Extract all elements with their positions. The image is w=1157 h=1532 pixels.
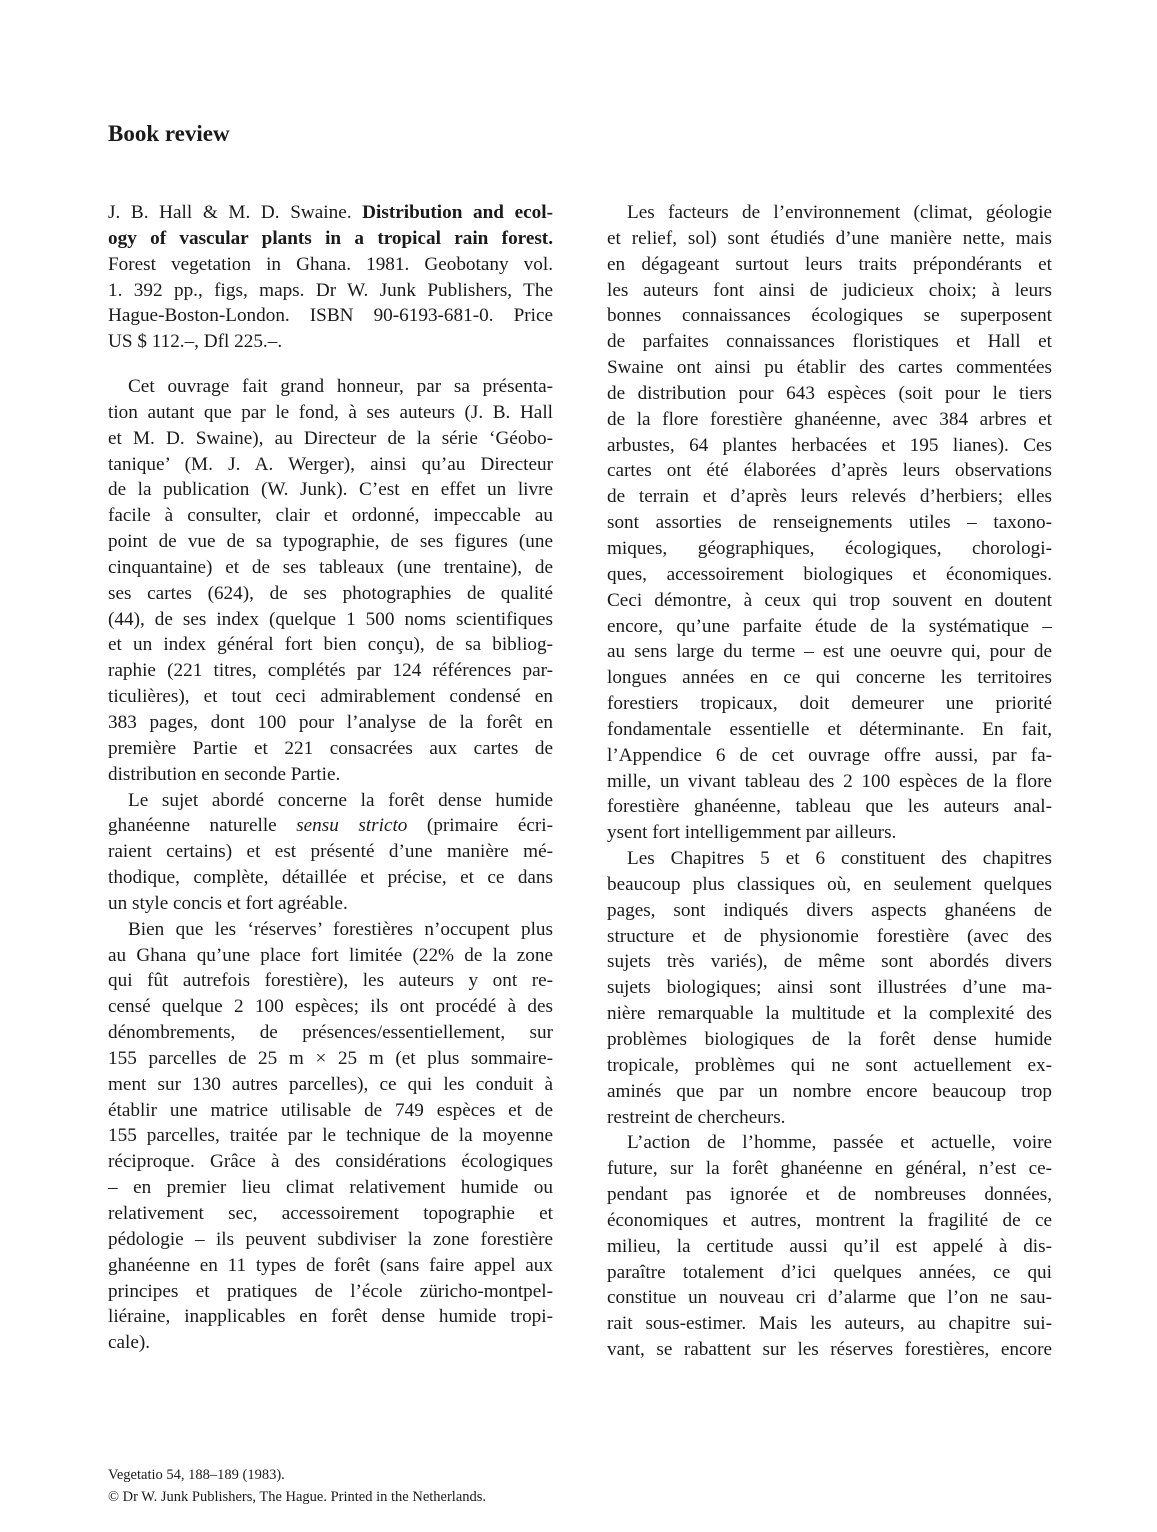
text-line: paraître totalement d’ici quelques années, ce qui (607, 1261, 1052, 1283)
text-line: arbustes, 64 plantes herbacées et 195 lianes). Ces (607, 434, 1052, 456)
review-text-right-column (607, 200, 1052, 1363)
text-line: tropicale, problèmes qui ne sont actuellement ex- (607, 1054, 1052, 1076)
text-line: mille, un vivant tableau des 2 100 espèces de la flore (607, 770, 1052, 792)
text-line: de terrain et d’après leurs relevés d’herbiers; elles (607, 486, 1052, 508)
text-line: restreint de chercheurs. (607, 1106, 786, 1128)
text-line: raphie (221 titres, complétés par 124 références par- (108, 660, 553, 682)
text-line: distribution en seconde Partie. (108, 763, 341, 785)
text-line: fondamentale essentielle et déterminante. En fait, (607, 718, 1052, 740)
text-line: L’action de l’homme, passée et actuelle, voire (627, 1132, 1052, 1154)
text-line: et relief, sol) sont étudiés d’une manière nette, mais (607, 227, 1052, 249)
text-line: cinquantaine) et de ses tableaux (une trentaine), de (108, 556, 553, 578)
text-line: Bien que les ‘réserves’ forestières n’occupent plus (128, 918, 553, 940)
text-line: point de vue de sa typographie, de ses figures (une (108, 531, 553, 553)
text-line: l’Appendice 6 de cet ouvrage offre aussi, par fa- (607, 744, 1052, 766)
text-line: de distribution pour 643 espèces (soit pour le tiers (607, 382, 1052, 404)
text-line: cale). (108, 1332, 151, 1354)
text-line: tanique’ (M. J. A. Werger), ainsi qu’au Directeur (108, 453, 553, 475)
text-line: structure et de physionomie forestière (avec des (607, 925, 1052, 947)
text-line: aminés que par un nombre encore beaucoup trop (607, 1080, 1052, 1102)
text-line: sujets très variés), de même sont abordés divers (607, 951, 1052, 973)
text-span: J. B. Hall & M. D. Swaine. (108, 202, 363, 223)
text-line: pages, sont indiqués divers aspects ghanéens de (607, 899, 1052, 921)
italic-text: sensu stricto (296, 815, 408, 837)
text-line: nière remarquable la multitude et la complexité des (607, 1003, 1052, 1025)
text-line: forestière ghanéenne, tableau que les auteurs anal- (607, 796, 1052, 818)
text-line: ment sur 130 autres parcelles), ce qui les conduit à (108, 1073, 553, 1095)
text-line: raient certains) et est présenté d’une manière mé- (108, 841, 553, 863)
text-line: de parfaites connaissances floristiques et Hall et (607, 331, 1052, 353)
text-span: (primaire écri- (407, 815, 553, 837)
text-line: facile à consulter, clair et ordonné, impeccable au (108, 505, 553, 527)
text-line: cartes ont été élaborées d’après leurs observations (607, 460, 1052, 482)
text-line: 155 parcelles, traitée par le technique de la moyenne (108, 1125, 553, 1147)
text-line: qui fût autrefois forestière), les auteurs y ont re- (108, 970, 553, 992)
text-line: 1. 392 pp., figs, maps. Dr W. Junk Publishers, The (108, 279, 553, 301)
text-line (108, 226, 553, 252)
text-line: au sens large du terme – est une oeuvre qui, pour de (607, 641, 1052, 663)
text-line: pédologie – ils peuvent subdiviser la zone forestière (108, 1228, 553, 1250)
text-line: beaucoup plus classiques où, en seulement quelques (607, 873, 1052, 895)
text-line: Les Chapitres 5 et 6 constituent des chapitres (627, 848, 1052, 870)
text-line: censé quelque 2 100 espèces; ils ont procédé à des (108, 996, 553, 1018)
text-line: vant, se rabattent sur les réserves forestières, encore (607, 1339, 1052, 1361)
text-line: future, sur la forêt ghanéenne en général, n’est ce- (607, 1158, 1052, 1180)
text-line: de la publication (W. Junk). C’est en effet un livre (108, 479, 553, 501)
text-line: de la flore forestière ghanéenne, avec 384 arbres et (607, 408, 1052, 430)
text-line: problèmes biologiques de la forêt dense humide (607, 1029, 1052, 1050)
text-line: réciproque. Grâce à des considérations écologiques (108, 1151, 553, 1173)
section-heading: Book review (108, 121, 230, 146)
text-line (108, 813, 553, 839)
text-line: tion autant que par le fond, à ses auteurs (J. B. Hall (108, 401, 553, 423)
text-line: sont assorties de renseignements utiles – taxono- (607, 512, 1052, 534)
text-line: Les facteurs de l’environnement (climat, géologie (627, 202, 1052, 223)
text-line: – en premier lieu climat relativement humide ou (108, 1177, 553, 1199)
review-text-left-column (108, 374, 553, 1356)
text-line: bonnes connaissances écologiques se superposent (607, 305, 1052, 327)
book-title-text: Distribution and ecol- (362, 202, 553, 223)
text-line: 155 parcelles de 25 m × 25 m (et plus sommaire- (108, 1047, 553, 1069)
text-line: dénombrements, de présences/essentiellement, sur (108, 1022, 553, 1044)
text-line: US $ 112.–, Dfl 225.–. (108, 331, 283, 353)
text-line: Forest vegetation in Ghana. 1981. Geobotany vol. (108, 253, 553, 275)
text-line: ysent fort intelligemment par ailleurs. (607, 822, 897, 844)
text-line: et un index général fort bien conçu), de sa bibliog- (108, 634, 553, 656)
text-line: relativement sec, accessoirement topographie et (108, 1203, 553, 1224)
text-line: miques, géographiques, écologiques, chorologi- (607, 537, 1052, 559)
text-line: ques, accessoirement biologiques et économiques. (607, 563, 1052, 585)
text-line: (44), de ses index (quelque 1 500 noms scientifiques (108, 608, 553, 630)
text-line (108, 200, 553, 226)
text-line: longues années en ce qui concerne les territoires (607, 667, 1052, 689)
text-line: sujets biologiques; ainsi sont illustrées d’une ma- (607, 977, 1052, 999)
page-footer (108, 1464, 486, 1508)
text-line: encore, qu’une parfaite étude de la systématique – (607, 615, 1052, 637)
text-line: liéraine, inapplicables en forêt dense humide tropi- (108, 1306, 553, 1328)
text-line: forestiers tropicaux, doit demeurer une priorité (607, 693, 1052, 715)
text-line: ticulières), et tout ceci admirablement condensé en (108, 686, 553, 708)
text-line: les auteurs font ainsi de judicieux choix; à leurs (607, 279, 1052, 301)
text-line: première Partie et 221 consacrées aux cartes de (108, 737, 553, 759)
text-line: constitue un nouveau cri d’alarme que l’on ne sau- (607, 1287, 1052, 1309)
text-line: rait sous-estimer. Mais les auteurs, au chapitre sui- (607, 1313, 1052, 1335)
text-line: ghanéenne en 11 types de forêt (sans faire appel aux (108, 1254, 553, 1276)
text-line: milieu, la certitude aussi qu’il est appelé à dis- (607, 1235, 1052, 1257)
text-line: au Ghana qu’une place fort limitée (22% de la zone (108, 944, 553, 966)
text-line: économiques et autres, montrent la fragilité de ce (607, 1209, 1052, 1231)
text-line: Le sujet abordé concerne la forêt dense humide (128, 789, 553, 811)
book-reference (108, 200, 553, 355)
text-line: Cet ouvrage fait grand honneur, par sa présenta- (128, 376, 553, 397)
text-line: et M. D. Swaine), au Directeur de la série ‘Géobo- (108, 427, 553, 449)
text-line: en dégageant surtout leurs traits prépondérants et (607, 253, 1052, 275)
text-span: ghanéenne naturelle (108, 815, 297, 837)
text-line: un style concis et fort agréable. (108, 892, 348, 914)
text-line: principes et pratiques de l’école züricho-montpel- (108, 1280, 553, 1302)
journal-citation: Vegetatio 54, 188–189 (1983). (108, 1467, 285, 1483)
text-line: établir une matrice utilisable de 749 espèces et de (108, 1099, 553, 1121)
text-line: pendant pas ignorée et de nombreuses données, (607, 1184, 1052, 1206)
text-line: thodique, complète, détaillée et précise, et ce dans (108, 867, 553, 889)
text-line: 383 pages, dont 100 pour l’analyse de la forêt en (108, 711, 553, 733)
copyright-notice: © Dr W. Junk Publishers, The Hague. Printed in the Netherlands. (108, 1489, 487, 1505)
text-line: Hague-Boston-London. ISBN 90-6193-681-0. Price (108, 305, 553, 327)
book-title-text: ogy of vascular plants in a tropical rain forest. (108, 227, 553, 249)
text-line: Swaine ont ainsi pu établir des cartes commentées (607, 357, 1052, 379)
text-line: Ceci démontre, à ceux qui trop souvent en doutent (607, 589, 1052, 611)
text-line: ses cartes (624), de ses photographies de qualité (108, 582, 553, 604)
